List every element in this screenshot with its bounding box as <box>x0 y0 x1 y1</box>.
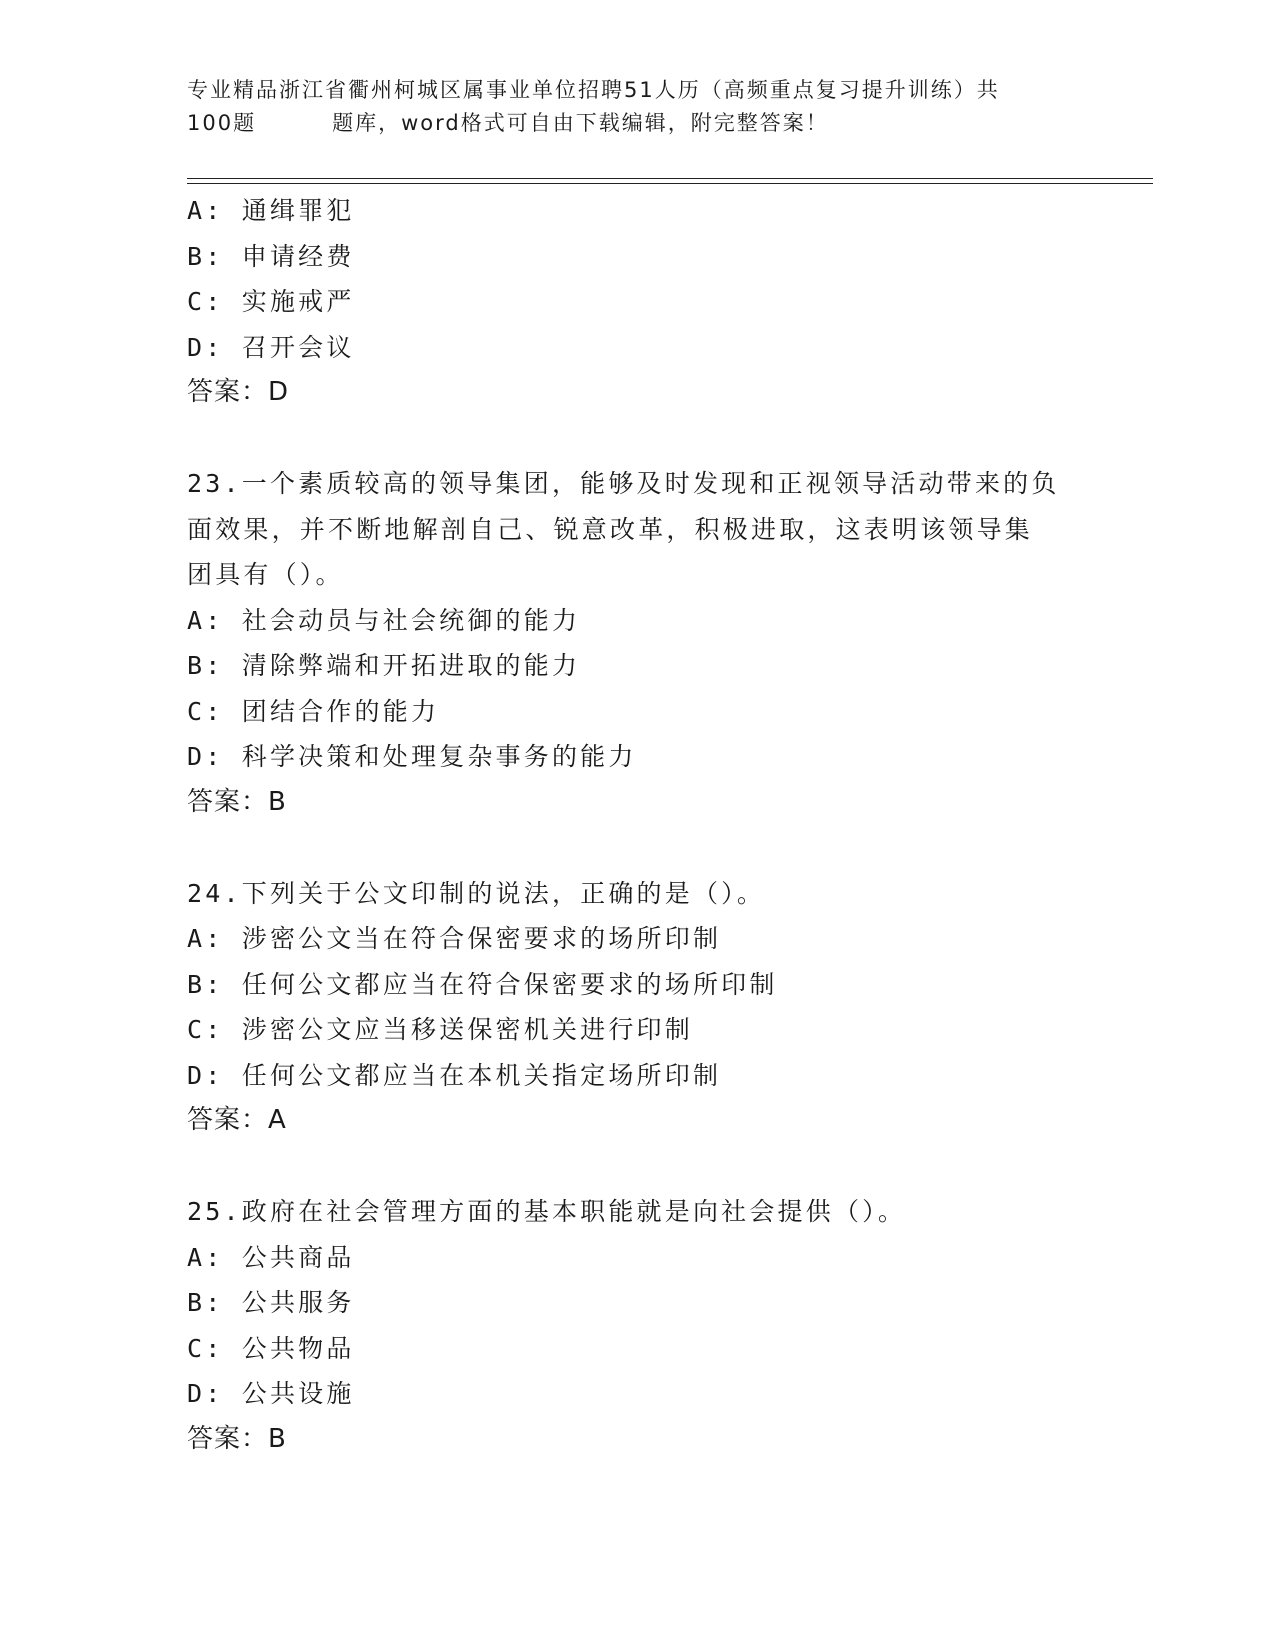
answer: 答案：A <box>187 1105 287 1135</box>
answer: 答案：B <box>187 1423 287 1454</box>
header-divider-top <box>187 178 1153 179</box>
header-line-2-count: 100题 <box>187 111 257 135</box>
answer: 答案：D <box>187 377 290 407</box>
header-divider-bottom <box>187 183 1153 184</box>
option-b: B: 清除弊端和开拓进取的能力 <box>187 651 581 680</box>
option-a: A: 通缉罪犯 <box>187 196 355 225</box>
option-d: D: 公共设施 <box>187 1379 355 1408</box>
option-b: B: 申请经费 <box>187 241 355 271</box>
header-line-1: 专业精品浙江省衢州柯城区属事业单位招聘51人历（高频重点复习提升训练）共 <box>187 78 1000 102</box>
question-stem-line: 23.一个素质较高的领导集团，能够及时发现和正视领导活动带来的负 <box>187 469 1060 498</box>
document-header <box>187 74 1087 140</box>
question-stem-line: 面效果，并不断地解剖自己、锐意改革，积极进取，这表明该领导集 <box>187 514 1034 544</box>
option-b: B: 公共服务 <box>187 1288 355 1317</box>
question-22 <box>187 188 1107 416</box>
header-line-2 <box>187 107 1087 140</box>
question-list <box>187 188 1107 1462</box>
option-d: D: 召开会议 <box>187 332 355 362</box>
answer: 答案：B <box>187 786 287 817</box>
question-23 <box>187 461 1107 825</box>
question-stem-line: 25.政府在社会管理方面的基本职能就是向社会提供（）。 <box>187 1197 907 1226</box>
option-a: A: 公共商品 <box>187 1242 355 1272</box>
option-d: D: 科学决策和处理复杂事务的能力 <box>187 742 637 771</box>
question-25 <box>187 1189 1107 1462</box>
option-a: A: 涉密公文当在符合保密要求的场所印制 <box>187 924 722 953</box>
option-d: D: 任何公文都应当在本机关指定场所印制 <box>187 1060 722 1090</box>
option-a: A: 社会动员与社会统御的能力 <box>187 605 581 635</box>
option-c: C: 涉密公文应当移送保密机关进行印制 <box>187 1015 693 1044</box>
option-c: C: 团结合作的能力 <box>187 696 440 726</box>
question-stem-line: 24.下列关于公文印制的说法，正确的是（）。 <box>187 878 766 908</box>
option-c: C: 实施戒严 <box>187 287 355 316</box>
question-24 <box>187 871 1107 1144</box>
header-line-2-desc: 题库，word格式可自由下载编辑，附完整答案！ <box>332 111 829 135</box>
option-c: C: 公共物品 <box>187 1333 355 1363</box>
option-b: B: 任何公文都应当在符合保密要求的场所印制 <box>187 969 778 999</box>
question-stem-line: 团具有（）。 <box>187 560 344 589</box>
